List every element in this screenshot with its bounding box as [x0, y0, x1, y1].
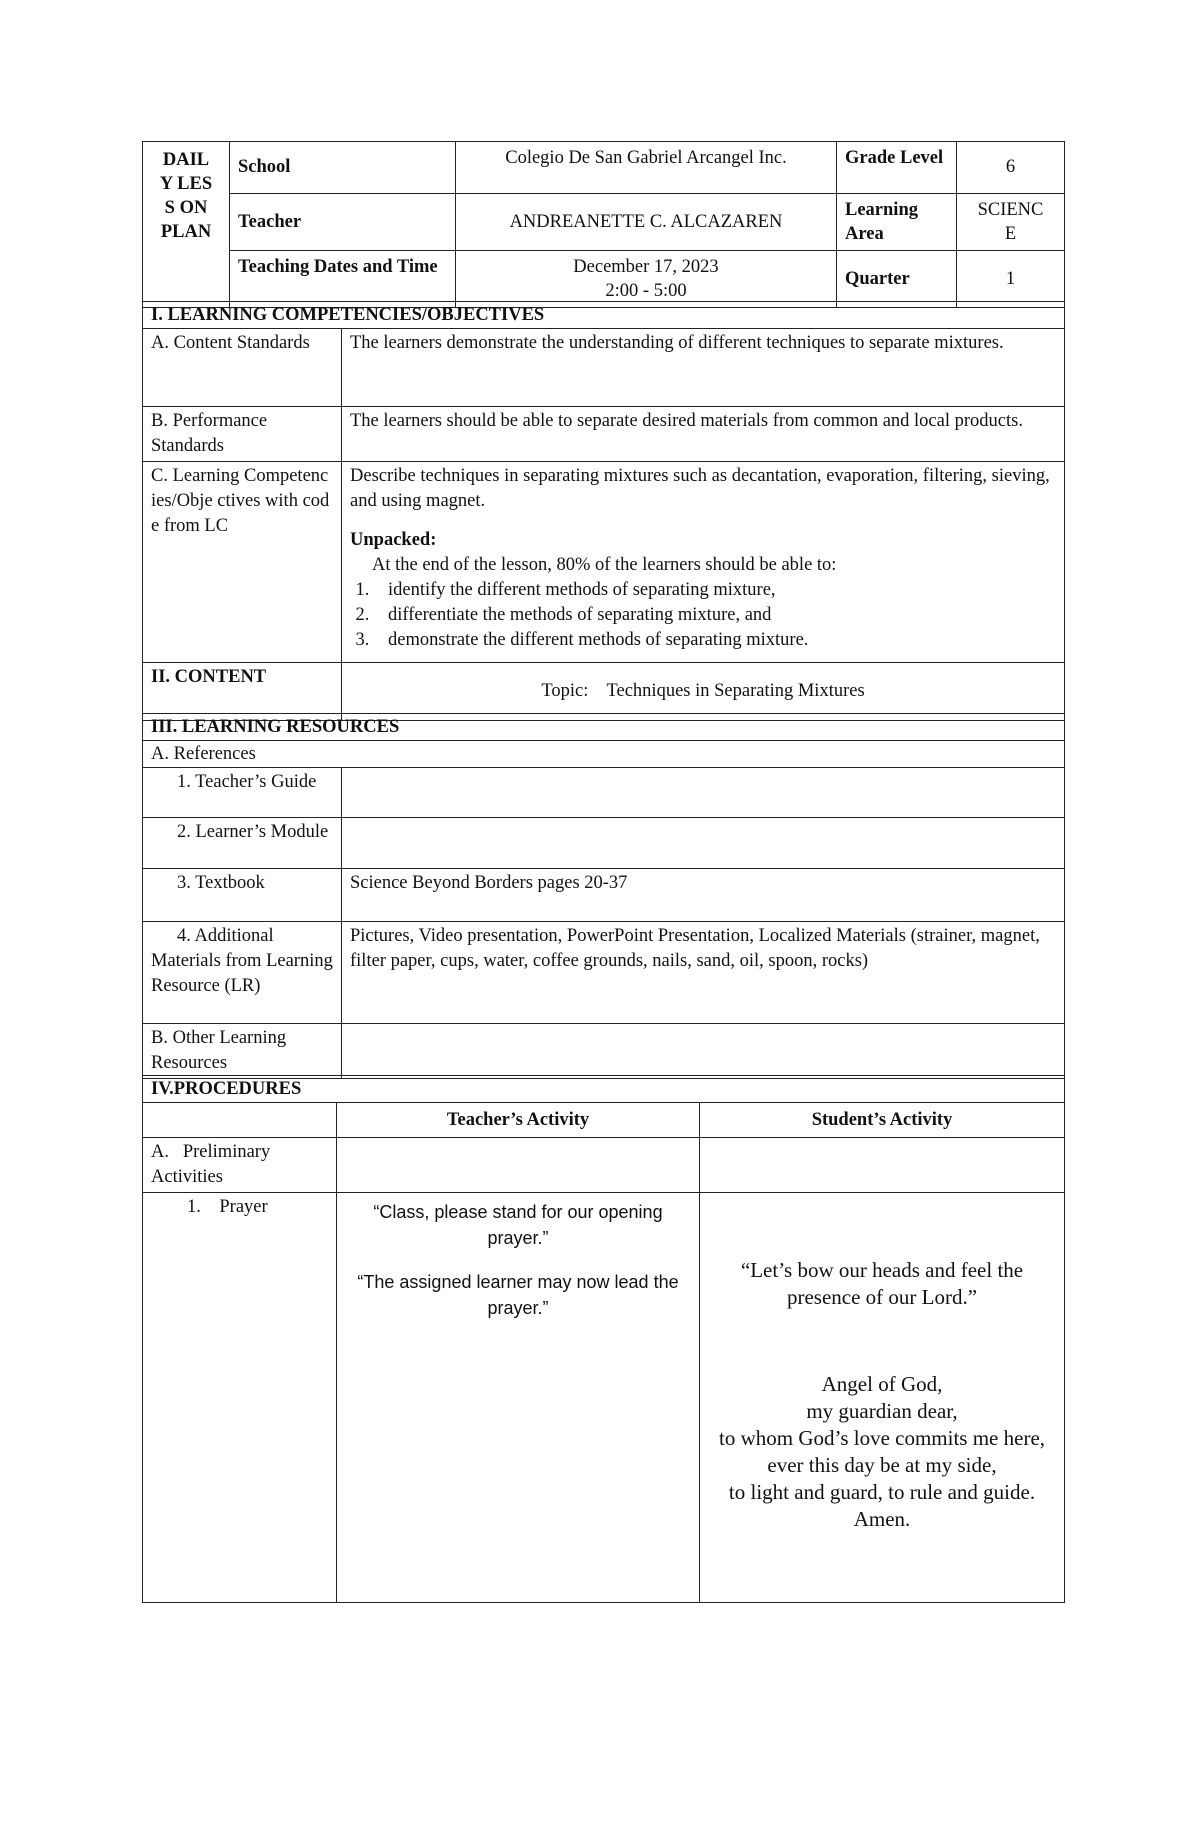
learning-competencies-label: C. Learning Competencies/Obje ctives with code from LC — [143, 462, 342, 663]
prayer-line: my guardian dear, — [806, 1399, 958, 1423]
time-value: 2:00 - 5:00 — [605, 281, 687, 301]
content-standards-value: The learners demonstrate the understanding of different techniques to separate mixtures. — [342, 329, 1065, 407]
additional-materials-label: 4. Additional Materials from Learning Resource (LR) — [143, 922, 342, 1024]
procedures-table — [142, 1075, 1065, 1603]
dates-label: Teaching Dates and Time — [230, 251, 456, 308]
student-prayer-activity — [700, 1193, 1065, 1603]
preliminary-student-cell — [700, 1138, 1065, 1193]
grade-label: Grade Level — [837, 142, 957, 194]
section-content: II. CONTENT — [143, 663, 342, 721]
teacher-activity-header: Teacher’s Activity — [337, 1103, 700, 1138]
textbook-label: 3. Textbook — [143, 869, 342, 922]
prayer-label: 1. Prayer — [143, 1193, 337, 1603]
section-resources: III. LEARNING RESOURCES — [143, 714, 1065, 741]
prayer-line: Angel of God, — [821, 1372, 943, 1396]
teacher-label: Teacher — [230, 194, 456, 251]
area-value: SCIENC E — [957, 194, 1065, 251]
learners-module-label: 2. Learner’s Module — [143, 818, 342, 869]
lc-description: Describe techniques in separating mixtures such as decantation, evaporation, filtering, sieving, and using magnet. — [350, 466, 1050, 511]
other-resources-value — [342, 1024, 1065, 1079]
grade-value: 6 — [957, 142, 1065, 194]
teachers-guide-value — [342, 768, 1065, 818]
performance-standards-value: The learners should be able to separate desired materials from common and local products. — [342, 407, 1065, 462]
other-resources-label: B. Other Learning Resources — [143, 1024, 342, 1079]
lesson-plan-header — [142, 141, 1065, 308]
unpacked-label: Unpacked: — [350, 530, 437, 550]
procedures-header-blank — [143, 1103, 337, 1138]
teacher-line-1: “Class, please stand for our opening prayer.” — [373, 1202, 663, 1248]
prayer-line: Amen. — [853, 1507, 911, 1531]
content-standards-label: A. Content Standards — [143, 329, 342, 407]
objectives-list — [350, 578, 1056, 653]
teacher-line-2: “The assigned learner may now lead the prayer.” — [357, 1272, 679, 1318]
date-value: December 17, 2023 — [573, 257, 719, 277]
student-intro: “Let’s bow our heads and feel the presence of our Lord.” — [740, 1258, 1024, 1309]
references-label: A. References — [143, 741, 1065, 768]
performance-standards-label: B. Performance Standards — [143, 407, 342, 462]
teachers-guide-label: 1. Teacher’s Guide — [143, 768, 342, 818]
competencies-table — [142, 301, 1065, 721]
school-value: Colegio De San Gabriel Arcangel Inc. — [456, 142, 837, 194]
teacher-prayer-activity — [337, 1193, 700, 1603]
additional-materials-value: Pictures, Video presentation, PowerPoint Presentation, Localized Materials (strainer, magnet, filter paper, cups, water, coffee grounds, nails, sand, oil, spoon, rocks) — [342, 922, 1065, 1024]
section-procedures: IV.PROCEDURES — [143, 1076, 1065, 1103]
preliminary-activities-label: A. Preliminary Activities — [143, 1138, 337, 1193]
preliminary-teacher-cell — [337, 1138, 700, 1193]
objective-item: 1. identify the different methods of separating mixture, — [374, 578, 1056, 603]
objective-item: 3. demonstrate the different methods of separating mixture. — [374, 628, 1056, 653]
doc-title: DAIL Y LESS ON PLAN — [143, 142, 230, 308]
teacher-value: ANDREANETTE C. ALCAZAREN — [456, 194, 837, 251]
textbook-value: Science Beyond Borders pages 20-37 — [342, 869, 1065, 922]
date-time-value — [456, 251, 837, 308]
school-label: School — [230, 142, 456, 194]
learning-competencies-value — [342, 462, 1065, 663]
learners-module-value — [342, 818, 1065, 869]
prayer-line: ever this day be at my side, — [767, 1453, 997, 1477]
objective-item: 2. differentiate the methods of separating mixture, and — [374, 603, 1056, 628]
content-topic: Topic: Techniques in Separating Mixtures — [342, 663, 1065, 721]
prayer-line: to light and guard, to rule and guide. — [728, 1480, 1036, 1504]
quarter-label: Quarter — [837, 251, 957, 308]
section-competencies: I. LEARNING COMPETENCIES/OBJECTIVES — [143, 302, 1065, 329]
area-label: Learning Area — [837, 194, 957, 251]
quarter-value: 1 — [957, 251, 1065, 308]
prayer-line: to whom God’s love commits me here, — [718, 1426, 1046, 1450]
resources-table — [142, 713, 1065, 1079]
student-activity-header: Student’s Activity — [700, 1103, 1065, 1138]
unpacked-intro: At the end of the lesson, 80% of the learners should be able to: — [372, 555, 837, 575]
